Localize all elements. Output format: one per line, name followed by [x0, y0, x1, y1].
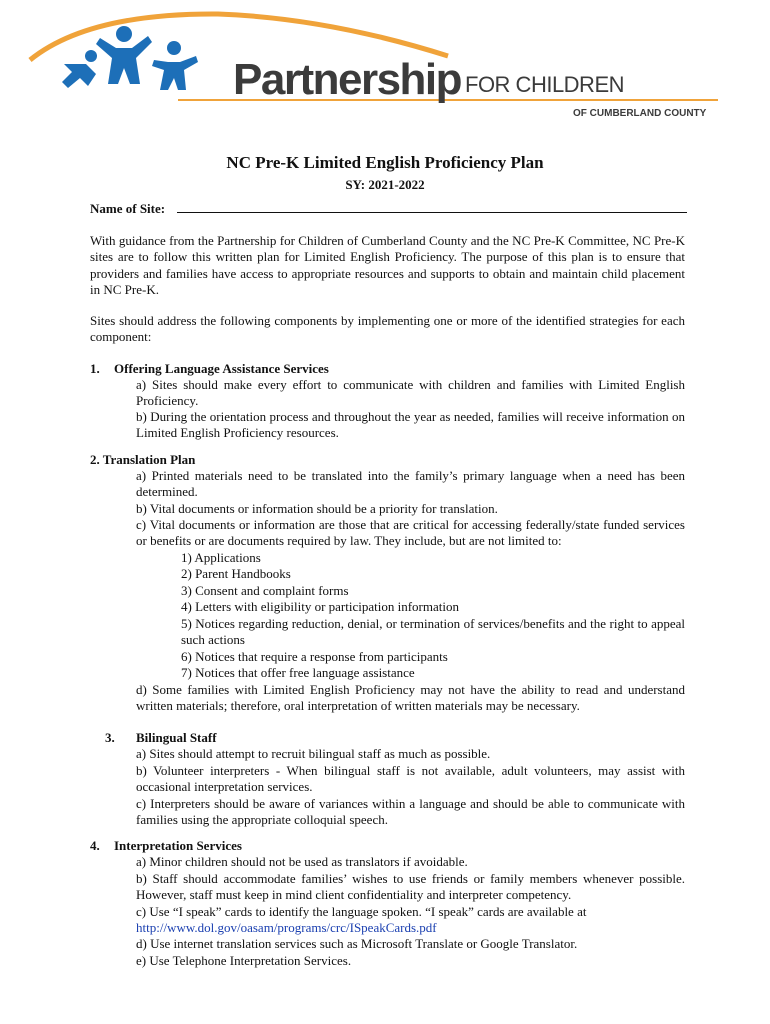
- logo-name: Partnership: [233, 55, 462, 104]
- site-name-field[interactable]: [90, 201, 687, 217]
- logo-for-children: FOR CHILDREN: [465, 72, 625, 97]
- section-2-heading: [90, 452, 195, 468]
- site-name-label: Name of Site:: [90, 201, 166, 216]
- section-title: Offering Language Assistance Services: [114, 361, 329, 376]
- section-2-item-d: d) Some families with Limited English Proficiency may not have the ability to read and understand written materials; therefore, oral interpretation of written materials may be necessary.: [136, 682, 685, 714]
- section-2-item-a: a) Printed materials need to be translated into the family’s primary language when a need has been determined.: [136, 468, 685, 500]
- ispeak-cards-link[interactable]: http://www.dol.gov/oasam/programs/crc/ISpeakCards.pdf: [136, 920, 437, 935]
- list-item: 7) Notices that offer free language assistance: [181, 665, 415, 680]
- section-4-item-c: c) Use “I speak” cards to identify the language spoken. “I speak” cards are available at: [136, 904, 587, 919]
- section-3-item-c: c) Interpreters should be aware of variances within a language and should be able to communicate with families using the appropriate colloquial speech.: [136, 796, 685, 828]
- section-title: Translation Plan: [102, 452, 196, 467]
- section-4-item-a: a) Minor children should not be used as translators if avoidable.: [136, 854, 468, 869]
- section-4-item-e: e) Use Telephone Interpretation Services.: [136, 953, 352, 968]
- section-4-heading: [90, 838, 242, 854]
- section-number: 2.: [90, 452, 100, 467]
- list-item: 4) Letters with eligibility or participation information: [181, 599, 459, 614]
- section-4-item-b: b) Staff should accommodate families’ wishes to use friends or family members whenever possible. However, staff must keep in mind client confidentiality and interpreter competency.: [136, 871, 685, 903]
- partnership-logo: [28, 8, 718, 118]
- logo-county: OF CUMBERLAND COUNTY: [573, 108, 707, 119]
- section-title: Interpretation Services: [114, 838, 242, 853]
- list-item: 6) Notices that require a response from participants: [181, 649, 448, 664]
- list-item: 1) Applications: [181, 550, 261, 565]
- components-intro: Sites should address the following components by implementing one or more of the identified strategies for each component:: [90, 313, 685, 345]
- section-2-item-b: b) Vital documents or information should be a priority for translation.: [136, 501, 498, 516]
- section-4-item-d: d) Use internet translation services such as Microsoft Translate or Google Translator.: [136, 936, 578, 951]
- section-3-item-b: b) Volunteer interpreters - When bilingual staff is not available, adult volunteers, may assist with occasional interpretation services.: [136, 763, 685, 795]
- logo-figures-icon: [62, 26, 198, 90]
- section-3-item-a: a) Sites should attempt to recruit bilingual staff as much as possible.: [136, 746, 491, 761]
- section-1-heading: [90, 361, 329, 377]
- section-number: 3.: [105, 730, 115, 745]
- section-2-item-c: c) Vital documents or information are those that are critical for accessing federally/state funded services or benefits or are documents required by law. They include, but are not limited to:: [136, 517, 685, 549]
- list-item: 3) Consent and complaint forms: [181, 583, 349, 598]
- section-1-item-b: b) During the orientation process and throughout the year as needed, families will receive information on Limited English Proficiency resources.: [136, 409, 685, 441]
- list-item: 5) Notices regarding reduction, denial, or termination of services/benefits and the right to appeal such actions: [181, 616, 685, 648]
- section-3-heading: [105, 730, 217, 746]
- section-number: 1.: [90, 361, 100, 376]
- section-title: Bilingual Staff: [136, 730, 217, 745]
- intro-paragraph: With guidance from the Partnership for Children of Cumberland County and the NC Pre-K Committee, NC Pre-K sites are to follow this written plan for Limited English Proficiency. The purpose of this plan is to ensure that providers and families have access to appropriate resources and supports to obtain and maintain child placement in NC Pre-K.: [90, 233, 685, 298]
- document-title: NC Pre-K Limited English Proficiency Plan: [226, 153, 544, 172]
- site-name-blank[interactable]: [177, 201, 687, 213]
- list-item: 2) Parent Handbooks: [181, 566, 291, 581]
- section-number: 4.: [90, 838, 100, 853]
- section-1-item-a: a) Sites should make every effort to communicate with children and families with Limited English Proficiency.: [136, 377, 685, 409]
- school-year: SY: 2021-2022: [345, 177, 425, 192]
